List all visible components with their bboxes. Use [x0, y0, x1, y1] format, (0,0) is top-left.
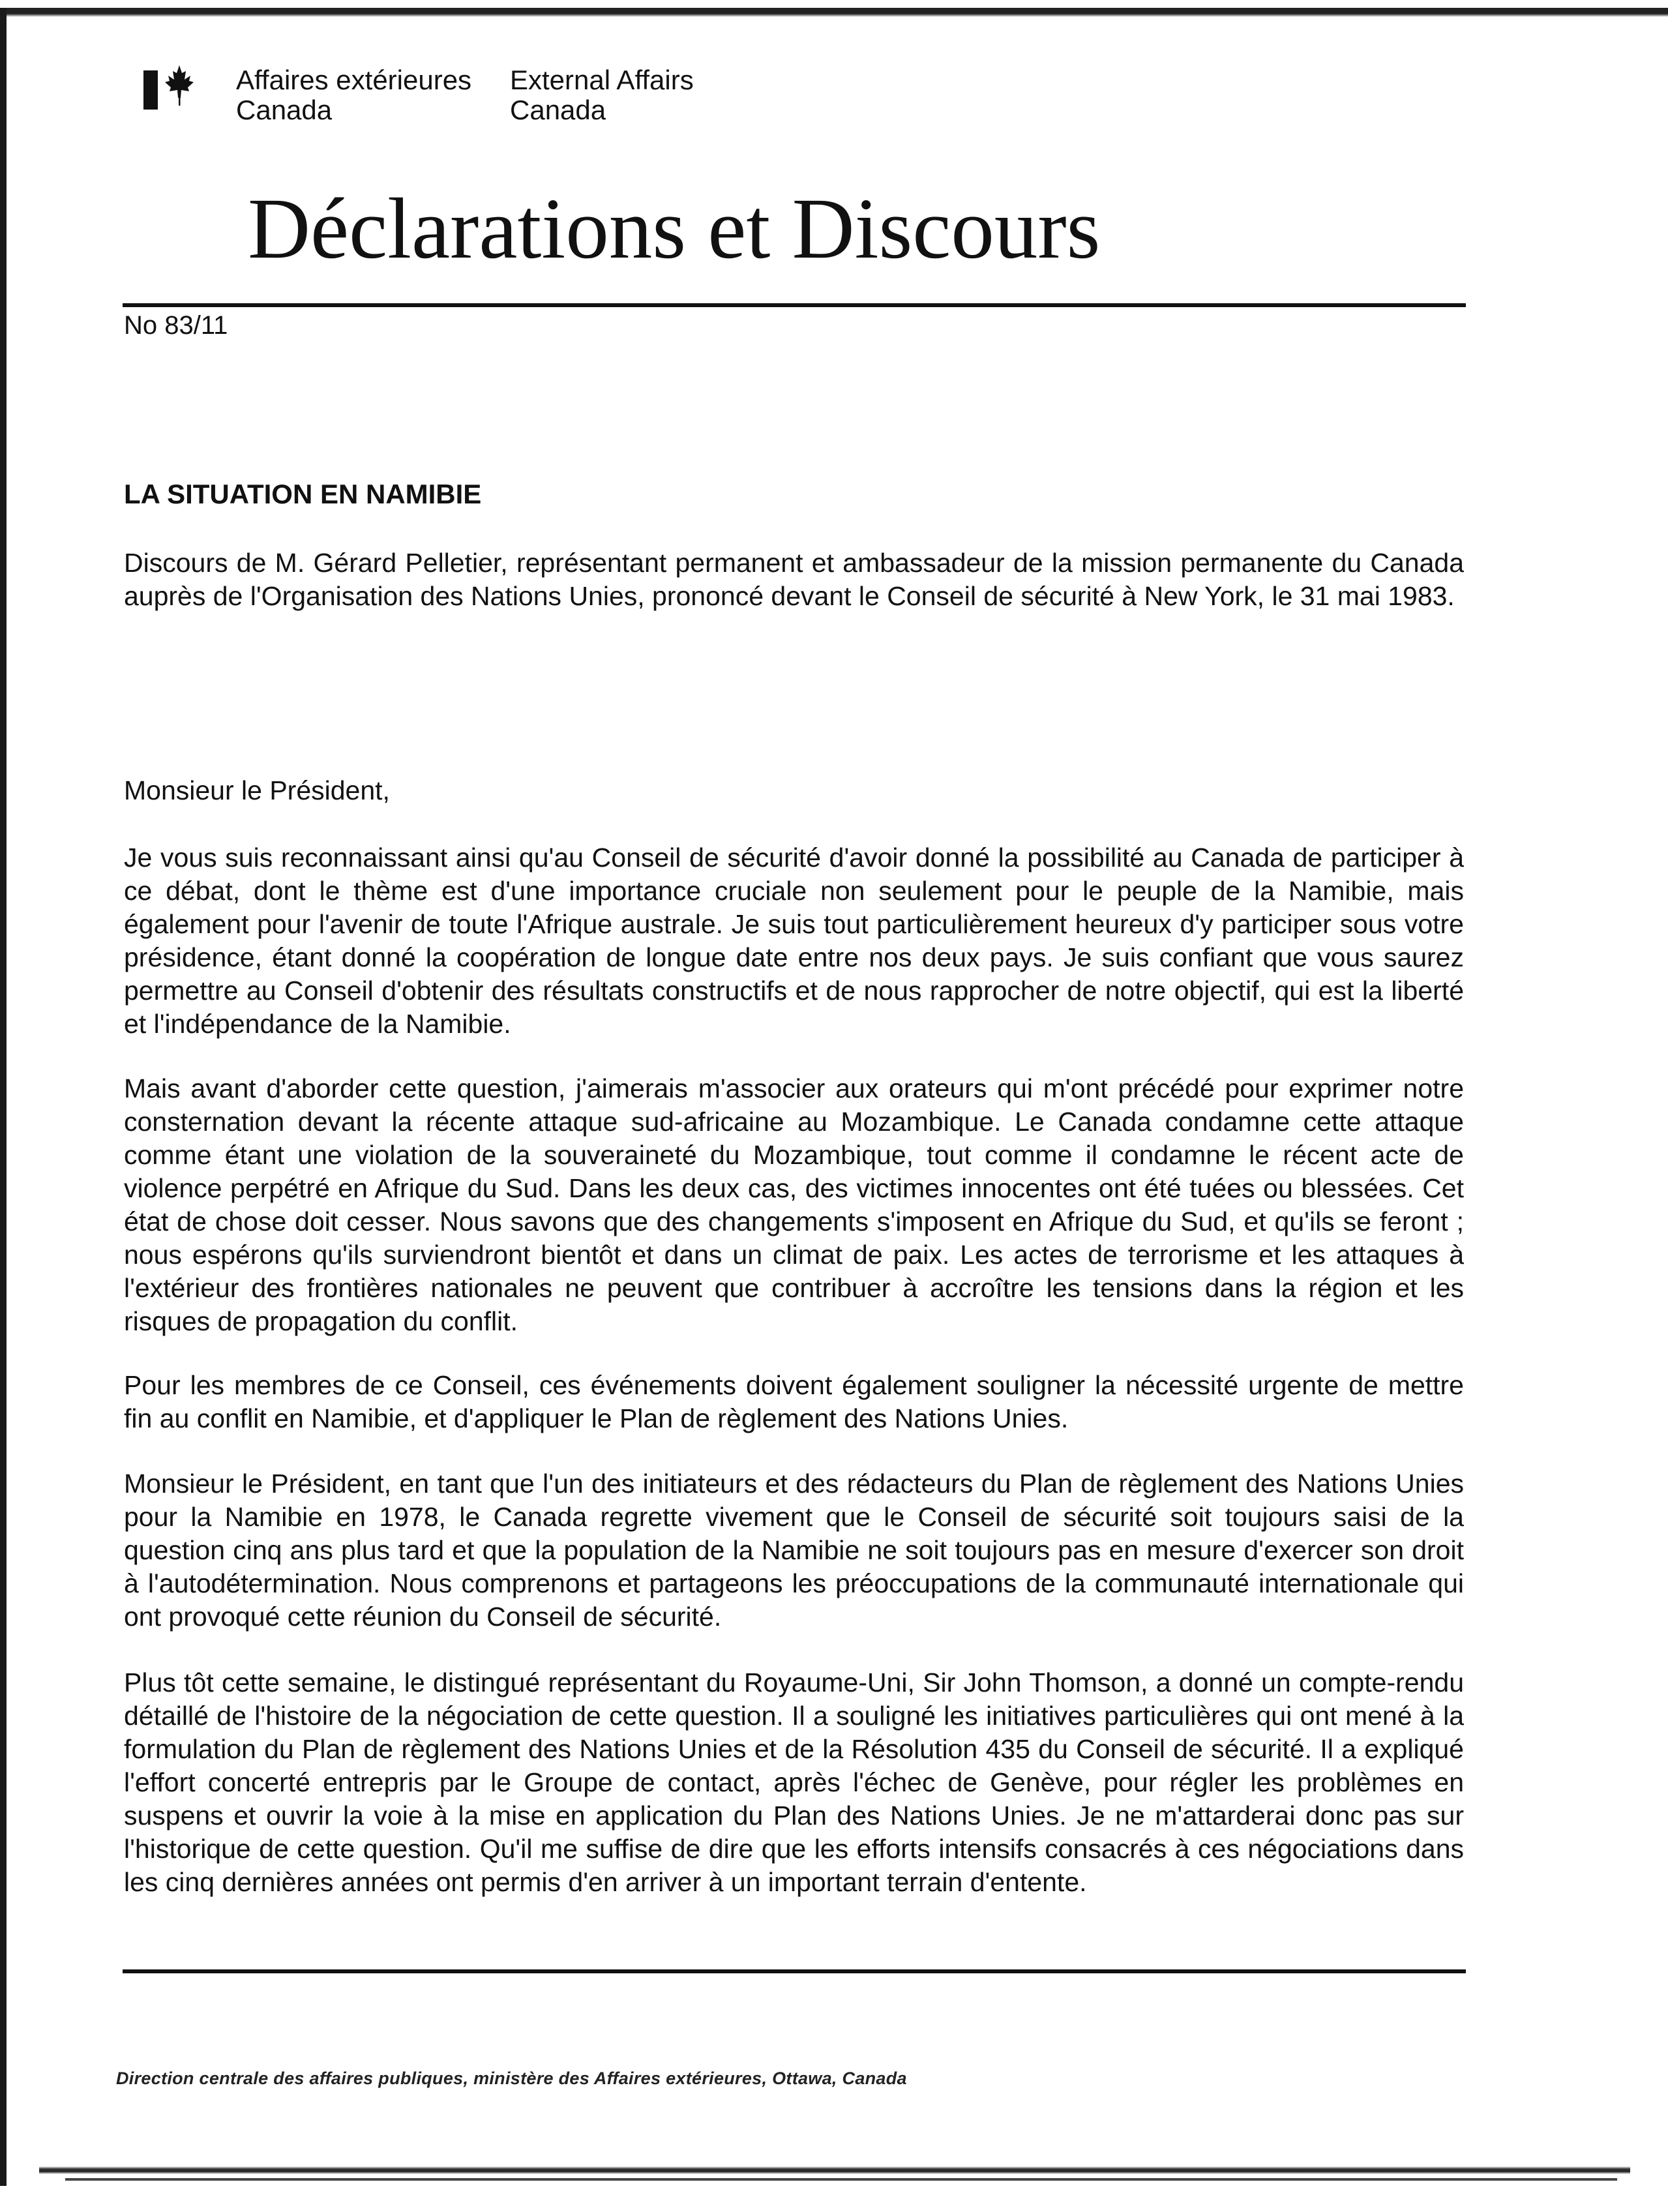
footer-divider: [123, 1969, 1466, 1973]
scan-edge-left: [0, 8, 7, 2186]
body-paragraph: Je vous suis reconnaissant ainsi qu'au Conseil de sécurité d'avoir donné la possibilité au Canada de participer à ce débat, dont le thème est d'une importance cruciale non seulement pour le peuple de la Namibie, mais également pour l'avenir de toute l'Afrique australe. Je suis tout particulièrement heureux d'y participer sous votre présidence, étant donné la coopération de longue date entre nos deux pays. Je suis confiant que vous saurez permettre au Conseil d'obtenir des résultats constructifs et de nous rapprocher de notre objectif, qui est la liberté et l'indépendance de la Namibie.: [124, 843, 1464, 1039]
scan-edge-bottom-line: [65, 2178, 1617, 2181]
document-number: No 83/11: [124, 311, 228, 340]
speech-intro: Discours de M. Gérard Pelletier, représentant permanent et ambassadeur de la mission permanente du Canada auprès de l'Organisation des Nations Unies, prononcé devant le Conseil de sécurité à New York, le 31 mai 1983.: [124, 548, 1464, 611]
maple-leaf-icon: [164, 64, 194, 107]
speech-title: LA SITUATION EN NAMIBIE: [124, 479, 482, 509]
department-name-english: [510, 65, 694, 125]
body-paragraph: Pour les membres de ce Conseil, ces événements doivent également souligner la nécessité urgente de mettre fin au conflit en Namibie, et d'appliquer le Plan de règlement des Nations Unies.: [124, 1370, 1464, 1433]
body-paragraph: Monsieur le Président, en tant que l'un des initiateurs et des rédacteurs du Plan de règlement des Nations Unies pour la Namibie en 1978, le Canada regrette vivement que le Conseil de sécurité soit toujours saisi de la question cinq ans plus tard et que la population de la Namibie ne soit toujours pas en mesure d'exercer son droit à l'autodétermination. Nous comprenons et partageons les préoccupations de la communauté internationale qui ont provoqué cette réunion du Conseil de sécurité.: [124, 1469, 1464, 1632]
department-fr-line1: Affaires extérieures: [236, 65, 472, 95]
department-name-french: [236, 65, 471, 125]
department-fr-line2: Canada: [236, 95, 333, 125]
header-divider: [123, 303, 1466, 307]
body-paragraph: Plus tôt cette semaine, le distingué représentant du Royaume-Uni, Sir John Thomson, a donné un compte-rendu détaillé de l'histoire de la négociation de cette question. Il a souligné les initiatives particulières qui ont mené à la formulation du Plan de règlement des Nations Unies et de la Résolution 435 du Conseil de sécurité. Il a expliqué l'effort concerté entrepris par le Groupe de contact, après l'échec de Genève, pour régler les problèmes en suspens et ouvrir la voie à la mise en application du Plan des Nations Unies. Je ne m'attarderai donc pas sur l'historique de cette question. Qu'il me suffise de dire que les efforts intensifs consacrés à ces négociations dans les cinq dernières années ont permis d'en arriver à un important terrain d'entente.: [124, 1667, 1464, 1897]
salutation: Monsieur le Président,: [124, 775, 390, 805]
footer-publisher: Direction centrale des affaires publiques, ministère des Affaires extérieures, Ottawa, Canada: [116, 2069, 907, 2088]
department-en-line1: External Affairs: [510, 65, 694, 95]
scan-edge-top: [0, 8, 1668, 17]
flag-bar-icon: [143, 70, 158, 110]
body-paragraph: Mais avant d'aborder cette question, j'aimerais m'associer aux orateurs qui m'ont précédé pour exprimer notre consternation devant la récente attaque sud-africaine au Mozambique. Le Canada condamne cette attaque comme étant une violation de la souveraineté du Mozambique, tout comme il condamne le récent acte de violence perpétré en Afrique du Sud. Dans les deux cas, des victimes innocentes ont été tuées ou blessées. Cet état de chose doit cesser. Nous savons que des changements s'imposent en Afrique du Sud, et qu'ils se feront ; nous espérons qu'ils surviendront bientôt et dans un climat de paix. Les actes de terrorisme et les attaques à l'extérieur des frontières nationales ne peuvent que contribuer à accroître les tensions dans la région et les risques de propagation du conflit.: [124, 1073, 1464, 1336]
department-en-line2: Canada: [510, 95, 606, 125]
scan-edge-bottom: [39, 2166, 1630, 2174]
masthead-title: Déclarations et Discours: [248, 180, 1101, 276]
